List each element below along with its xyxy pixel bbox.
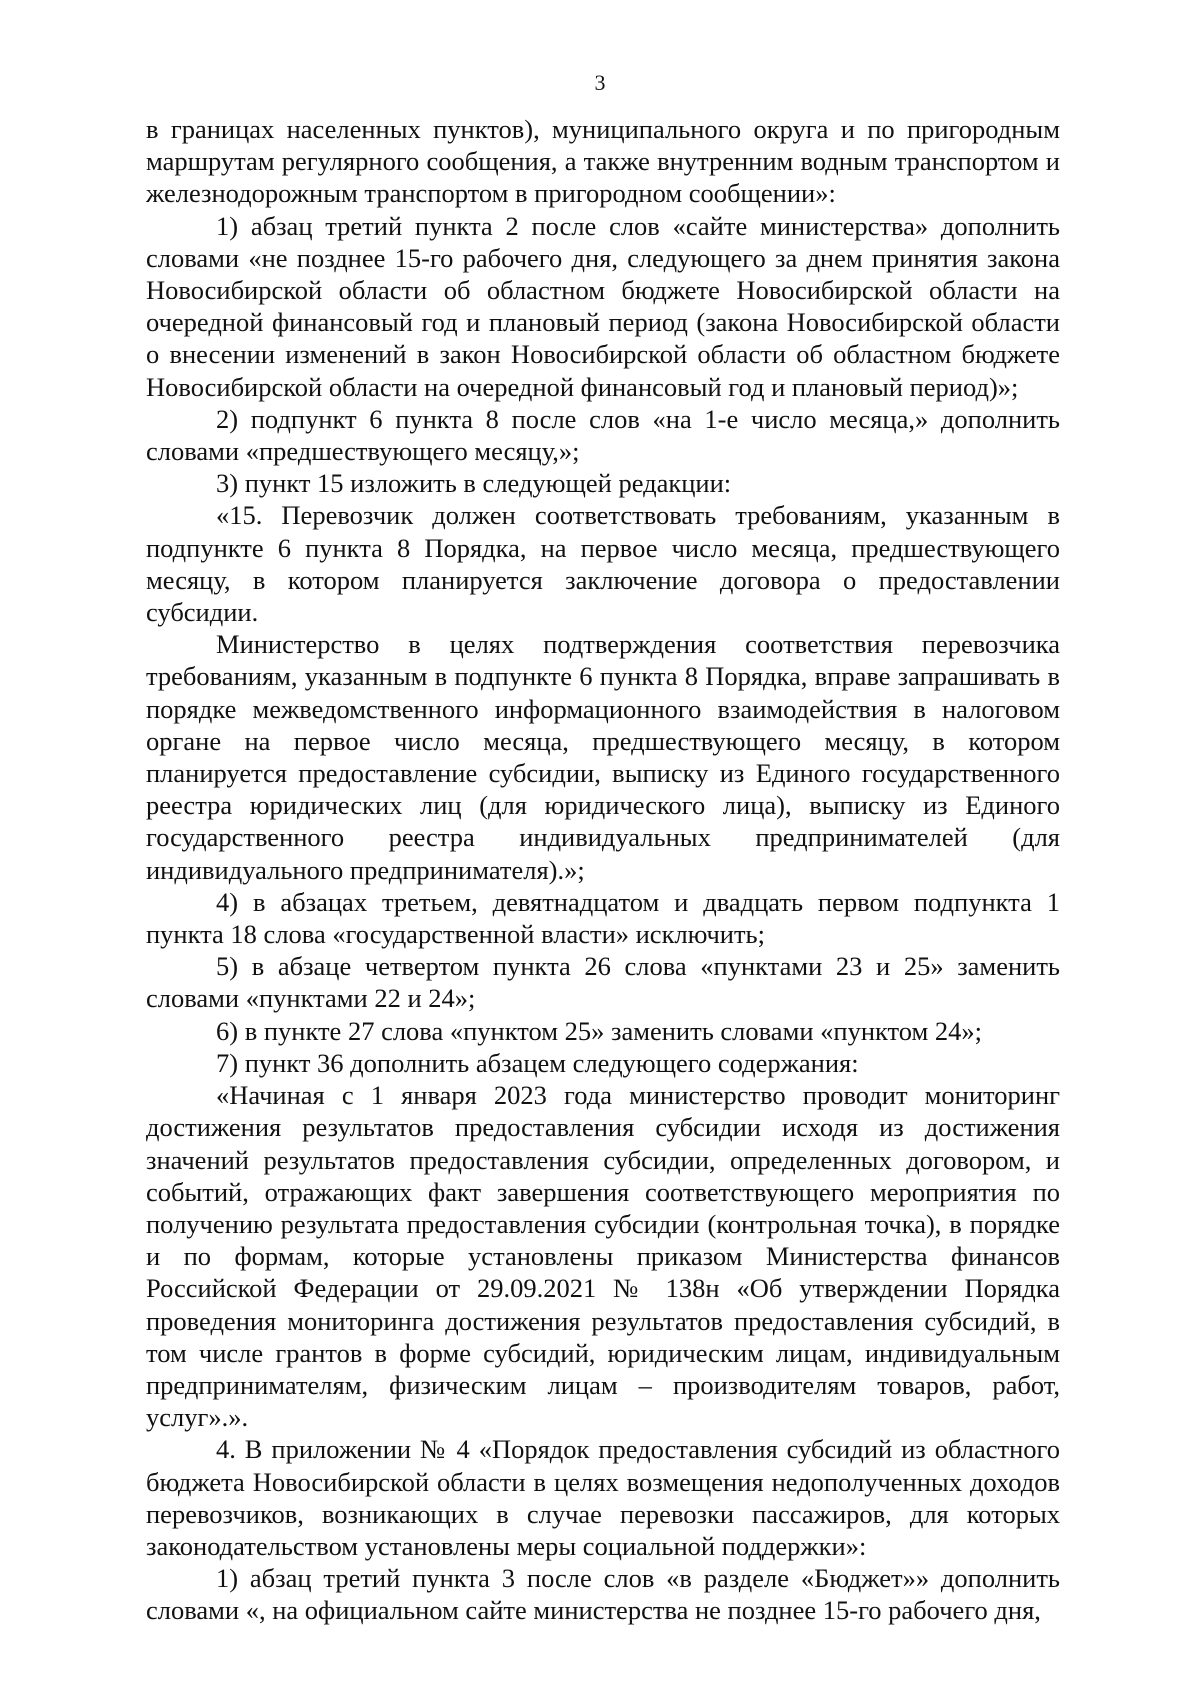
paragraph-section-4: 4. В приложении № 4 «Порядок предоставления субсидий из областного бюджета Новосибирской области в целях возмещения недополученных доходов перевозчиков, возникающих в случае перевозки пассажиров, для которых законодательством установлены меры социальной поддержки»: [146, 1434, 1060, 1561]
paragraph-continuation: в границах населенных пунктов), муниципального округа и по пригородным маршрутам регулярного сообщения, а также внутренним водным транспортом и железнодорожным транспортом в пригородном сообщении»: [146, 114, 1060, 209]
page-number: 3 [594, 70, 606, 95]
paragraph-item-7: 7) пункт 36 дополнить абзацем следующего содержания: [216, 1047, 859, 1078]
paragraph-clause-15: «15. Перевозчик должен соответствовать требованиям, указанным в подпункте 6 пункта 8 Порядка, на первое число месяца, предшествующего месяцу, в котором планируется заключение договора о предоставлении субсидии. [146, 500, 1060, 628]
paragraph-item-1: 1) абзац третий пункта 2 после слов «сайте министерства» дополнить словами «не позднее 15-го рабочего дня, следующего за днем принятия закона Новосибирской области об областном бюджете Новосибирской области на очередной финансовый год и плановый период (закона Новосибирской области о внесении изменений в закон Новосибирской области об областном бюджете Новосибирской области на очередной финансовый год и плановый период)»; [146, 210, 1060, 402]
paragraph-item-5: 5) в абзаце четвертом пункта 26 слова «пунктами 23 и 25» заменить словами «пунктами 22 и 24»; [146, 951, 1060, 1014]
document-body [146, 113, 1060, 1627]
paragraph-monitoring: «Начиная с 1 января 2023 года министерство проводит мониторинг достижения результатов предоставления субсидии исходя из достижения значений результатов предоставления субсидии, определенных договором, и событий, отражающих факт завершения соответствующего мероприятия по получению результата предоставления субсидии (контрольная точка), в порядке и по формам, которые установлены приказом Министерства финансов Российской Федерации от 29.09.2021 № 138н «Об утверждении Порядка проведения мониторинга достижения результатов предоставления субсидий, в том числе грантов в форме субсидий, юридическим лицам, индивидуальным предпринимателям, физическим лицам – производителям товаров, работ, услуг».». [146, 1080, 1060, 1433]
paragraph-ministry-request: Министерство в целях подтверждения соответствия перевозчика требованиям, указанным в подпункте 6 пункта 8 Порядка, вправе запрашивать в порядке межведомственного информационного взаимодействия в налоговом органе на первое число месяца, предшествующего месяцу, в котором планируется предоставление субсидии, выписку из Единого государственного реестра юридических лиц (для юридического лица), выписку из Единого государственного реестра индивидуальных предпринимателей (для индивидуального предпринимателя).»; [146, 629, 1060, 885]
paragraph-section-4-item-1: 1) абзац третий пункта 3 после слов «в разделе «Бюджет»» дополнить словами «, на официальном сайте министерства не позднее 15-го рабочего дня, [146, 1563, 1060, 1626]
paragraph-item-6: 6) в пункте 27 слова «пунктом 25» заменить словами «пунктом 24»; [216, 1015, 983, 1046]
paragraph-item-2: 2) подпункт 6 пункта 8 после слов «на 1-е число месяца,» дополнить словами «предшествующего месяцу,»; [146, 403, 1060, 467]
paragraph-item-3: 3) пункт 15 изложить в следующей редакции: [216, 468, 732, 499]
paragraph-item-4: 4) в абзацах третьем, девятнадцатом и двадцать первом подпункта 1 пункта 18 слова «государственной власти» исключить; [146, 886, 1060, 950]
